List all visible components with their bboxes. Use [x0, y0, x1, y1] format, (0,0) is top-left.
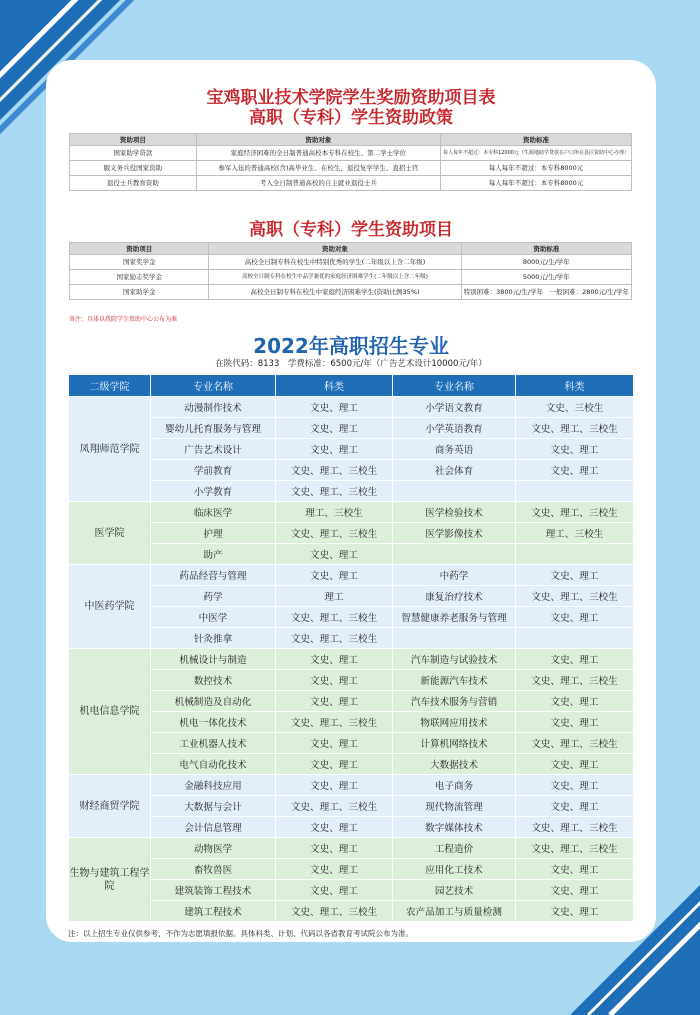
majors-header: 专业名称	[151, 375, 276, 397]
table-cell: 国家助学金	[70, 285, 209, 300]
table-row	[69, 691, 634, 712]
major-category: 文史、理工、三校生	[516, 670, 634, 691]
major-category: 文史、理工	[276, 691, 393, 712]
policy-header: 资助对象	[196, 134, 440, 146]
major-name: 广告艺术设计	[151, 439, 276, 460]
major-name: 康复治疗技术	[393, 586, 516, 607]
major-category: 文史、理工	[516, 649, 634, 670]
major-category: 文史、理工、三校生	[276, 628, 393, 649]
major-name: 数控技术	[151, 670, 276, 691]
major-category: 文史、理工	[516, 691, 634, 712]
major-category: 文史、理工	[516, 460, 634, 481]
major-category: 文史、理工	[516, 796, 634, 817]
college-name: 财经商贸学院	[69, 775, 151, 838]
major-name: 学前教育	[151, 460, 276, 481]
major-category	[516, 544, 634, 565]
table-row	[69, 712, 634, 733]
major-category: 文史、理工	[276, 754, 393, 775]
table-cell: 国家奖学金	[70, 255, 209, 270]
majors-header: 科类	[276, 375, 393, 397]
major-category: 文史、理工	[276, 670, 393, 691]
table-cell: 每人每年不超过：本专科8000元	[441, 176, 632, 191]
table-row	[69, 775, 634, 796]
table-cell: 国家助学贷款	[70, 146, 197, 161]
major-name	[393, 544, 516, 565]
major-name: 临床医学	[151, 502, 276, 523]
major-category: 文史、理工、三校生	[516, 586, 634, 607]
table-row	[69, 523, 634, 544]
major-category: 文史、理工	[276, 565, 393, 586]
policy-title: 高职（专科）学生资助政策	[249, 108, 453, 128]
college-name: 医学院	[69, 502, 151, 565]
major-name: 会计信息管理	[151, 817, 276, 838]
table-cell: 8000元/生/学年	[461, 255, 631, 270]
table-row	[69, 439, 634, 460]
major-name: 婴幼儿托育服务与管理	[151, 418, 276, 439]
policy-header: 资助项目	[70, 134, 197, 146]
major-category: 文史、理工、三校生	[276, 901, 393, 922]
table-row	[69, 838, 634, 859]
majors-table	[68, 374, 634, 922]
major-category: 文史、理工	[516, 859, 634, 880]
major-name: 大数据技术	[393, 754, 516, 775]
college-name: 凤翔师范学院	[69, 397, 151, 502]
major-category: 理工、三校生	[276, 502, 393, 523]
major-category: 文史、理工、三校生	[516, 733, 634, 754]
major-category: 文史、理工	[276, 733, 393, 754]
major-name: 汽车制造与试验技术	[393, 649, 516, 670]
table-row	[69, 607, 634, 628]
majors-header: 专业名称	[393, 375, 516, 397]
doc-title: 宝鸡职业技术学院学生奖励资助项目表	[206, 88, 496, 108]
major-name: 工业机器人技术	[151, 733, 276, 754]
table-row	[69, 859, 634, 880]
major-category: 文史、理工	[276, 880, 393, 901]
major-name: 动物医学	[151, 838, 276, 859]
college-name: 机电信息学院	[69, 649, 151, 775]
table-row	[69, 733, 634, 754]
major-name: 建筑装饰工程技术	[151, 880, 276, 901]
major-category: 理工	[276, 586, 393, 607]
major-category: 理工、三校生	[516, 523, 634, 544]
major-name: 物联网应用技术	[393, 712, 516, 733]
major-name: 医学检验技术	[393, 502, 516, 523]
major-category: 文史、理工	[276, 418, 393, 439]
college-name: 生物与建筑工程学院	[69, 838, 151, 922]
major-name: 应用化工技术	[393, 859, 516, 880]
table-row	[69, 880, 634, 901]
table-row	[69, 544, 634, 565]
major-name: 助产	[151, 544, 276, 565]
major-category: 文史、理工	[516, 754, 634, 775]
majors-header: 科类	[516, 375, 634, 397]
major-name	[393, 628, 516, 649]
major-category: 文史、理工	[276, 544, 393, 565]
majors-header: 二级学院	[69, 375, 151, 397]
major-category: 文史、理工、三校生	[276, 796, 393, 817]
table-row	[69, 817, 634, 838]
project-header: 资助项目	[70, 243, 209, 255]
major-name: 计算机网络技术	[393, 733, 516, 754]
table-row	[69, 901, 634, 922]
major-category: 文史、理工	[516, 607, 634, 628]
majors-title: 2022年高职招生专业	[253, 334, 449, 358]
major-name: 畜牧兽医	[151, 859, 276, 880]
major-category: 文史、理工	[516, 565, 634, 586]
table-row	[69, 796, 634, 817]
table-row	[69, 670, 634, 691]
table-cell: 5000元/生/学年	[461, 270, 631, 285]
major-category: 文史、理工	[516, 712, 634, 733]
major-name: 现代物流管理	[393, 796, 516, 817]
major-name: 针灸推拿	[151, 628, 276, 649]
major-name: 动漫制作技术	[151, 397, 276, 418]
project-table	[69, 242, 632, 300]
table-row	[69, 565, 634, 586]
major-category: 文史、理工	[516, 901, 634, 922]
table-cell: 高校全日制专科在校生中品学兼优的家庭经济困难学生(二年级以上含二年级)	[209, 270, 461, 285]
major-name: 小学英语教育	[393, 418, 516, 439]
major-category: 文史、理工、三校生	[516, 838, 634, 859]
policy-table	[69, 133, 632, 191]
major-name: 机电一体化技术	[151, 712, 276, 733]
project-title: 高职（专科）学生资助项目	[249, 220, 453, 240]
major-name: 新能源汽车技术	[393, 670, 516, 691]
table-row	[69, 460, 634, 481]
major-name: 社会体育	[393, 460, 516, 481]
college-name: 中医药学院	[69, 565, 151, 649]
table-row	[69, 397, 634, 418]
major-name: 医学影像技术	[393, 523, 516, 544]
table-cell: 高校全日制专科在校生中特别优秀的学生(二年级以上含二年级)	[209, 255, 461, 270]
major-name: 园艺技术	[393, 880, 516, 901]
table-row	[69, 481, 634, 502]
major-category: 文史、理工、三校生	[276, 481, 393, 502]
table-cell: 服义务兵役国家资助	[70, 161, 197, 176]
majors-subtitle: 在陕代码：8133 学费标准：6500元/年（广告艺术设计10000元/年）	[215, 359, 487, 369]
major-name: 金融科技应用	[151, 775, 276, 796]
major-name: 机械设计与制造	[151, 649, 276, 670]
major-name: 农产品加工与质量检测	[393, 901, 516, 922]
major-name: 大数据与会计	[151, 796, 276, 817]
project-note: 备注：具体以我院学生资助中心公布为准	[69, 316, 178, 323]
major-category: 文史、理工	[276, 397, 393, 418]
major-name: 电子商务	[393, 775, 516, 796]
major-category: 文史、理工、三校生	[276, 607, 393, 628]
major-name: 小学语文教育	[393, 397, 516, 418]
major-name: 建筑工程技术	[151, 901, 276, 922]
major-name: 智慧健康养老服务与管理	[393, 607, 516, 628]
major-category: 文史、理工	[276, 838, 393, 859]
major-name: 电气自动化技术	[151, 754, 276, 775]
table-row	[70, 176, 632, 191]
table-cell: 参军入伍的普通高校(含)高毕业生、在校生、退役复学学生、直招士官	[196, 161, 440, 176]
major-name: 药学	[151, 586, 276, 607]
major-category: 文史、理工	[516, 880, 634, 901]
table-cell: 退役士兵教育资助	[70, 176, 197, 191]
project-header: 资助对象	[209, 243, 461, 255]
major-name: 数字媒体技术	[393, 817, 516, 838]
major-name: 中医学	[151, 607, 276, 628]
major-category: 文史、理工、三校生	[516, 817, 634, 838]
major-name	[393, 481, 516, 502]
table-cell: 国家励志奖学金	[70, 270, 209, 285]
table-row	[70, 146, 632, 161]
project-header: 资助标准	[461, 243, 631, 255]
major-name: 小学教育	[151, 481, 276, 502]
table-row	[69, 754, 634, 775]
major-name: 工程造价	[393, 838, 516, 859]
table-row	[70, 285, 632, 300]
major-category: 文史、理工	[276, 859, 393, 880]
major-name: 汽车技术服务与营销	[393, 691, 516, 712]
major-category: 文史、理工	[276, 775, 393, 796]
major-category	[516, 628, 634, 649]
footnote: 注：以上招生专业仅供参考，不作为志愿填报依据。具体科类、计划、代码以各省教育考试院公布为准。	[68, 929, 413, 938]
table-row	[69, 586, 634, 607]
major-category: 文史、理工	[516, 439, 634, 460]
major-category: 文史、理工、三校生	[276, 712, 393, 733]
major-category: 文史、理工、三校生	[516, 502, 634, 523]
table-row	[69, 418, 634, 439]
major-category: 文史、三校生	[516, 397, 634, 418]
table-cell: 每人每年不超过：本专科8000元	[441, 161, 632, 176]
table-cell: 家庭经济困难的全日制普通高校本专科在校生、第二学士学位	[196, 146, 440, 161]
major-category	[516, 481, 634, 502]
major-category: 文史、理工、三校生	[276, 523, 393, 544]
table-cell: 考入全日制普通高校的自主就业退役士兵	[196, 176, 440, 191]
table-row	[69, 628, 634, 649]
table-row	[70, 161, 632, 176]
major-category: 文史、理工	[276, 817, 393, 838]
table-row	[69, 502, 634, 523]
major-category: 文史、理工、三校生	[276, 460, 393, 481]
table-cell: 特别困难：3800元/生/学年 一般困难：2800元/生/学年	[461, 285, 631, 300]
policy-header: 资助标准	[441, 134, 632, 146]
major-category: 文史、理工	[516, 775, 634, 796]
table-row	[70, 255, 632, 270]
major-category: 文史、理工、三校生	[516, 418, 634, 439]
major-name: 护理	[151, 523, 276, 544]
table-cell: 每人每年不超过：本专科12000元（生源地助学贷款在户口所在县区资助中心办理）	[441, 146, 632, 161]
major-name: 中药学	[393, 565, 516, 586]
major-name: 药品经营与管理	[151, 565, 276, 586]
major-name: 商务英语	[393, 439, 516, 460]
table-row	[70, 270, 632, 285]
major-name: 机械制造及自动化	[151, 691, 276, 712]
major-category: 文史、理工	[276, 439, 393, 460]
table-row	[69, 649, 634, 670]
major-category: 文史、理工	[276, 649, 393, 670]
table-cell: 高校全日制专科在校生中家庭经济困难学生(资助比例35%)	[209, 285, 461, 300]
